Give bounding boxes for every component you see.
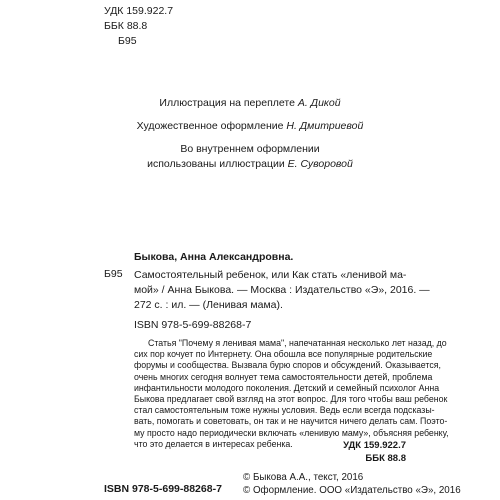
cover-credit-label: Иллюстрация на переплете <box>159 97 298 109</box>
abstract-line: стал самостоятельным тоже нужны условия. Ведь если всегда подсказы- <box>134 405 435 416</box>
catalog-author: Быкова, Анна Александровна. <box>134 251 294 263</box>
udk-code: УДК 159.922.7 <box>104 5 174 17</box>
interior-credit-label: использованы иллюстрации <box>147 158 288 170</box>
catalog-bbk: ББК 88.8 <box>365 453 406 464</box>
interior-illustration-credit <box>0 142 500 172</box>
bbk-code: ББК 88.8 <box>104 20 148 32</box>
catalog-codes <box>0 439 406 465</box>
abstract-line: что это делается в интересах ребенка. <box>134 438 293 449</box>
copyright-block <box>243 472 461 497</box>
catalog-mark: Б95 <box>104 268 123 280</box>
classification-codes <box>104 4 173 49</box>
interior-credit-line1: Во внутреннем оформлении <box>180 143 320 155</box>
footer-isbn: ISBN 978-5-699-88268-7 <box>104 483 222 495</box>
book-abstract <box>134 338 449 450</box>
catalog-udk: УДК 159.922.7 <box>343 440 406 451</box>
abstract-line: инфантильности молодого поколения. Детский и семейный психолог Анна <box>134 382 440 393</box>
design-credit <box>0 119 500 134</box>
interior-credit-name: Е. Суворовой <box>287 158 353 170</box>
abstract-line: вать, помогать и советовать, он так и не научится ничего делать сам. Поэто- <box>134 416 448 427</box>
copyright-design: © Оформление. ООО «Издательство «Э», 2016 <box>243 484 461 496</box>
bibliographic-description <box>134 268 430 313</box>
biblio-line: 272 с. : ил. — (Ленивая мама). <box>134 299 283 311</box>
author-mark: Б95 <box>118 35 137 47</box>
catalog-isbn: ISBN 978-5-699-88268-7 <box>134 319 252 331</box>
abstract-line: Статья "Почему я ленивая мама", напечатанная несколько лет назад, до <box>148 338 447 348</box>
abstract-line: му просто надо периодически включать «ленивую маму», объясняя ребенку, <box>134 427 449 438</box>
design-credit-name: Н. Дмитриевой <box>286 120 364 132</box>
biblio-line: мой» / Анна Быкова. — Москва : Издательство «Э», 2016. — <box>134 284 430 296</box>
abstract-line: Быкова предлагает свой взгляд на этот вопрос. Для того чтобы ваш ребенок <box>134 394 448 405</box>
design-credit-label: Художественное оформление <box>136 120 287 132</box>
abstract-line: форумы и сообщества. Вызвала бурю споров и обсуждений. Оказывается, <box>134 360 441 371</box>
abstract-line: сих пор кочует по Интернету. Она обошла все популярные родительские <box>134 349 433 360</box>
cover-credit-name: А. Дикой <box>297 97 341 109</box>
biblio-line: Самостоятельный ребенок, или Как стать «ленивой ма- <box>134 269 407 281</box>
copyright-text: © Быкова А.А., текст, 2016 <box>243 472 364 483</box>
abstract-line: очень многих сегодня волнует тема самостоятельности детей, проблема <box>134 371 433 382</box>
cover-illustration-credit <box>0 96 500 111</box>
